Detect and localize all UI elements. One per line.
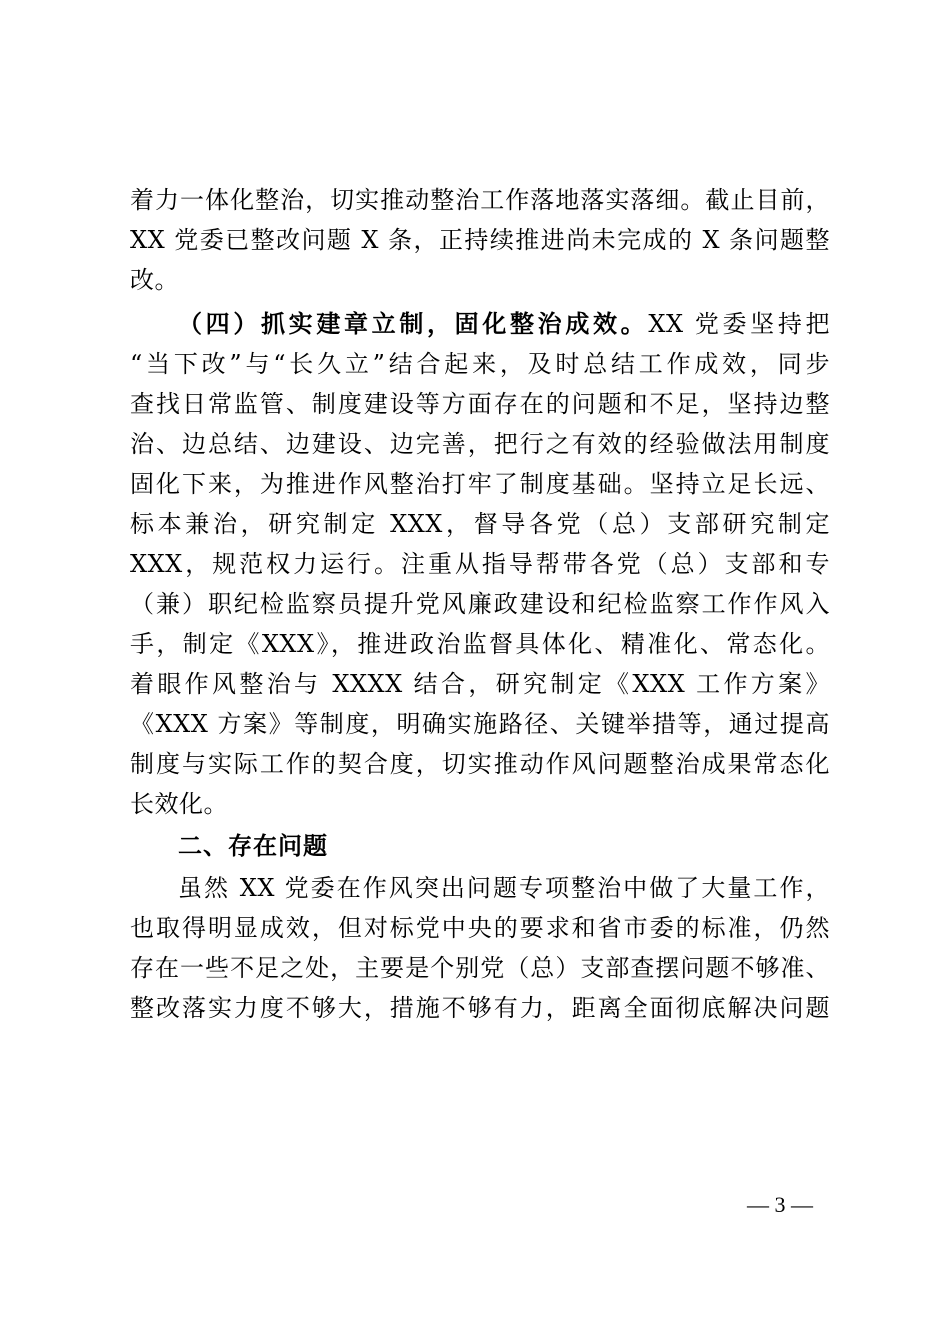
- text-span: XX 党委坚持把: [648, 310, 830, 338]
- text-line: 长效化。: [130, 790, 228, 818]
- text-line: 手，制定《XXX》，推进政治监督具体化、精准化、常态化。: [130, 630, 830, 658]
- text-line: 标本兼治，研究制定 XXX，督导各党（总）支部研究制定: [130, 510, 830, 538]
- text-line: 治、边总结、边建设、边完善，把行之有效的经验做法用制度: [130, 430, 830, 458]
- document-body: [130, 180, 830, 1028]
- text-line: “当下改”与“长久立”结合起来，及时总结工作成效，同步: [130, 350, 830, 378]
- text-line: XX 党委已整改问题 X 条，正持续推进尚未完成的 X 条问题整: [130, 226, 830, 254]
- text-line: 存在一些不足之处，主要是个别党（总）支部查摆问题不够准、: [130, 954, 830, 982]
- text-line: 固化下来，为推进作风整治打牢了制度基础。坚持立足长远、: [130, 470, 830, 498]
- text-line: 也取得明显成效，但对标党中央的要求和省市委的标准，仍然: [130, 914, 830, 942]
- text-line: 《XXX 方案》等制度，明确实施路径、关键举措等，通过提高: [130, 710, 830, 738]
- paragraph-rectification-progress: [130, 180, 830, 300]
- text-line: 查找日常监管、制度建设等方面存在的问题和不足，坚持边整: [130, 390, 830, 418]
- section-heading: 二、存在问题: [178, 832, 328, 860]
- text-line: 虽然 XX 党委在作风突出问题专项整治中做了大量工作，: [178, 874, 830, 902]
- section-subheading: （四）抓实建章立制，固化整治成效。: [178, 310, 649, 338]
- paragraph-institution-building: [130, 304, 830, 824]
- text-line: 改。: [130, 266, 179, 294]
- text-line: 制度与实际工作的契合度，切实推动作风问题整治成果常态化: [130, 750, 830, 778]
- text-line: 着力一体化整治，切实推动整治工作落地落实落细。截止目前，: [130, 186, 830, 214]
- page-number: — 3 —: [747, 1192, 813, 1217]
- text-line: 着眼作风整治与 XXXX 结合，研究制定《XXX 工作方案》: [130, 670, 830, 698]
- paragraph-existing-problems: [130, 868, 830, 1028]
- text-line: 整改落实力度不够大，措施不够有力，距离全面彻底解决问题: [130, 994, 830, 1022]
- text-line: [130, 304, 830, 344]
- text-line: XXX，规范权力运行。注重从指导帮带各党（总）支部和专: [130, 550, 830, 578]
- text-line: （兼）职纪检监察员提升党风廉政建设和纪检监察工作作风入: [130, 590, 830, 618]
